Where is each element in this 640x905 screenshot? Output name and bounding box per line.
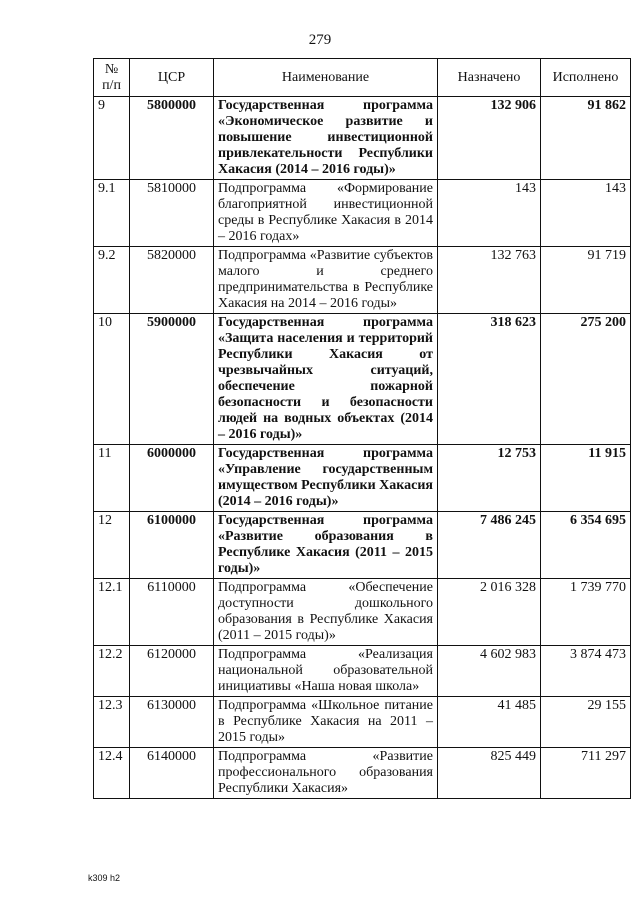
row-number: 12 [94,512,130,579]
row-number: 12.2 [94,646,130,697]
row-number: 9.2 [94,247,130,314]
row-executed: 91 719 [541,247,631,314]
row-csr-code: 6140000 [130,748,214,799]
row-assigned: 12 753 [438,445,541,512]
table-row [94,314,631,445]
table-row [94,180,631,247]
row-name: Подпрограмма «Формирование благоприятной инвестиционной среды в Республике Хакасия в 2014 – 2016 годах» [214,180,438,247]
row-assigned: 825 449 [438,748,541,799]
row-csr-code: 6110000 [130,579,214,646]
row-name: Подпрограмма «Школьное питание в Республике Хакасия на 2011 – 2015 годы» [214,697,438,748]
row-csr-code: 5810000 [130,180,214,247]
row-csr-code: 5800000 [130,97,214,180]
row-number: 9.1 [94,180,130,247]
row-name: Подпрограмма «Развитие профессионального образования Республики Хакасия» [214,748,438,799]
row-name: Государственная программа «Защита населения и территорий Республики Хакасия от чрезвычайных ситуаций, обеспечение пожарной безопасности и безопасности людей на водных объектах (2014 – 2016 годы)» [214,314,438,445]
table-row [94,512,631,579]
row-csr-code: 6100000 [130,512,214,579]
row-name: Государственная программа «Развитие образования в Республике Хакасия (2011 – 2015 годы)» [214,512,438,579]
table-row [94,247,631,314]
row-executed: 11 915 [541,445,631,512]
row-executed: 275 200 [541,314,631,445]
row-assigned: 7 486 245 [438,512,541,579]
row-csr-code: 5820000 [130,247,214,314]
row-number: 12.4 [94,748,130,799]
row-name: Подпрограмма «Обеспечение доступности дошкольного образования в Республике Хакасия (2011 – 2015 годы)» [214,579,438,646]
header-name: Наименование [214,59,438,97]
row-name: Подпрограмма «Развитие субъектов малого и среднего предпринимательства в Республике Хакасия на 2014 – 2016 годы» [214,247,438,314]
header-assigned: Назначено [438,59,541,97]
row-name: Подпрограмма «Реализация национальной образовательной инициативы «Наша новая школа» [214,646,438,697]
header-num: № п/п [94,59,130,97]
header-csr: ЦСР [130,59,214,97]
row-assigned: 143 [438,180,541,247]
row-executed: 29 155 [541,697,631,748]
table-row [94,579,631,646]
row-name: Государственная программа «Управление государственным имуществом Республики Хакасия (2014 – 2016 годы)» [214,445,438,512]
table-row [94,97,631,180]
row-assigned: 318 623 [438,314,541,445]
table-header [94,59,631,97]
table-row [94,697,631,748]
row-csr-code: 6120000 [130,646,214,697]
row-assigned: 132 906 [438,97,541,180]
row-assigned: 41 485 [438,697,541,748]
row-csr-code: 6000000 [130,445,214,512]
table-body [94,97,631,799]
row-assigned: 2 016 328 [438,579,541,646]
row-number: 12.1 [94,579,130,646]
table-row [94,646,631,697]
page-number: 279 [308,32,332,48]
footer-code: k309 h2 [88,873,121,883]
row-executed: 711 297 [541,748,631,799]
table-row [94,445,631,512]
row-number: 12.3 [94,697,130,748]
row-executed: 6 354 695 [541,512,631,579]
row-assigned: 4 602 983 [438,646,541,697]
row-csr-code: 6130000 [130,697,214,748]
row-name: Государственная программа «Экономическое развитие и повышение инвестиционной привлекательности Республики Хакасия (2014 – 2016 годы)» [214,97,438,180]
row-executed: 143 [541,180,631,247]
row-executed: 1 739 770 [541,579,631,646]
row-number: 10 [94,314,130,445]
row-executed: 3 874 473 [541,646,631,697]
row-executed: 91 862 [541,97,631,180]
row-number: 9 [94,97,130,180]
row-csr-code: 5900000 [130,314,214,445]
header-executed: Исполнено [541,59,631,97]
row-number: 11 [94,445,130,512]
table-row [94,748,631,799]
budget-table [93,58,631,799]
row-assigned: 132 763 [438,247,541,314]
